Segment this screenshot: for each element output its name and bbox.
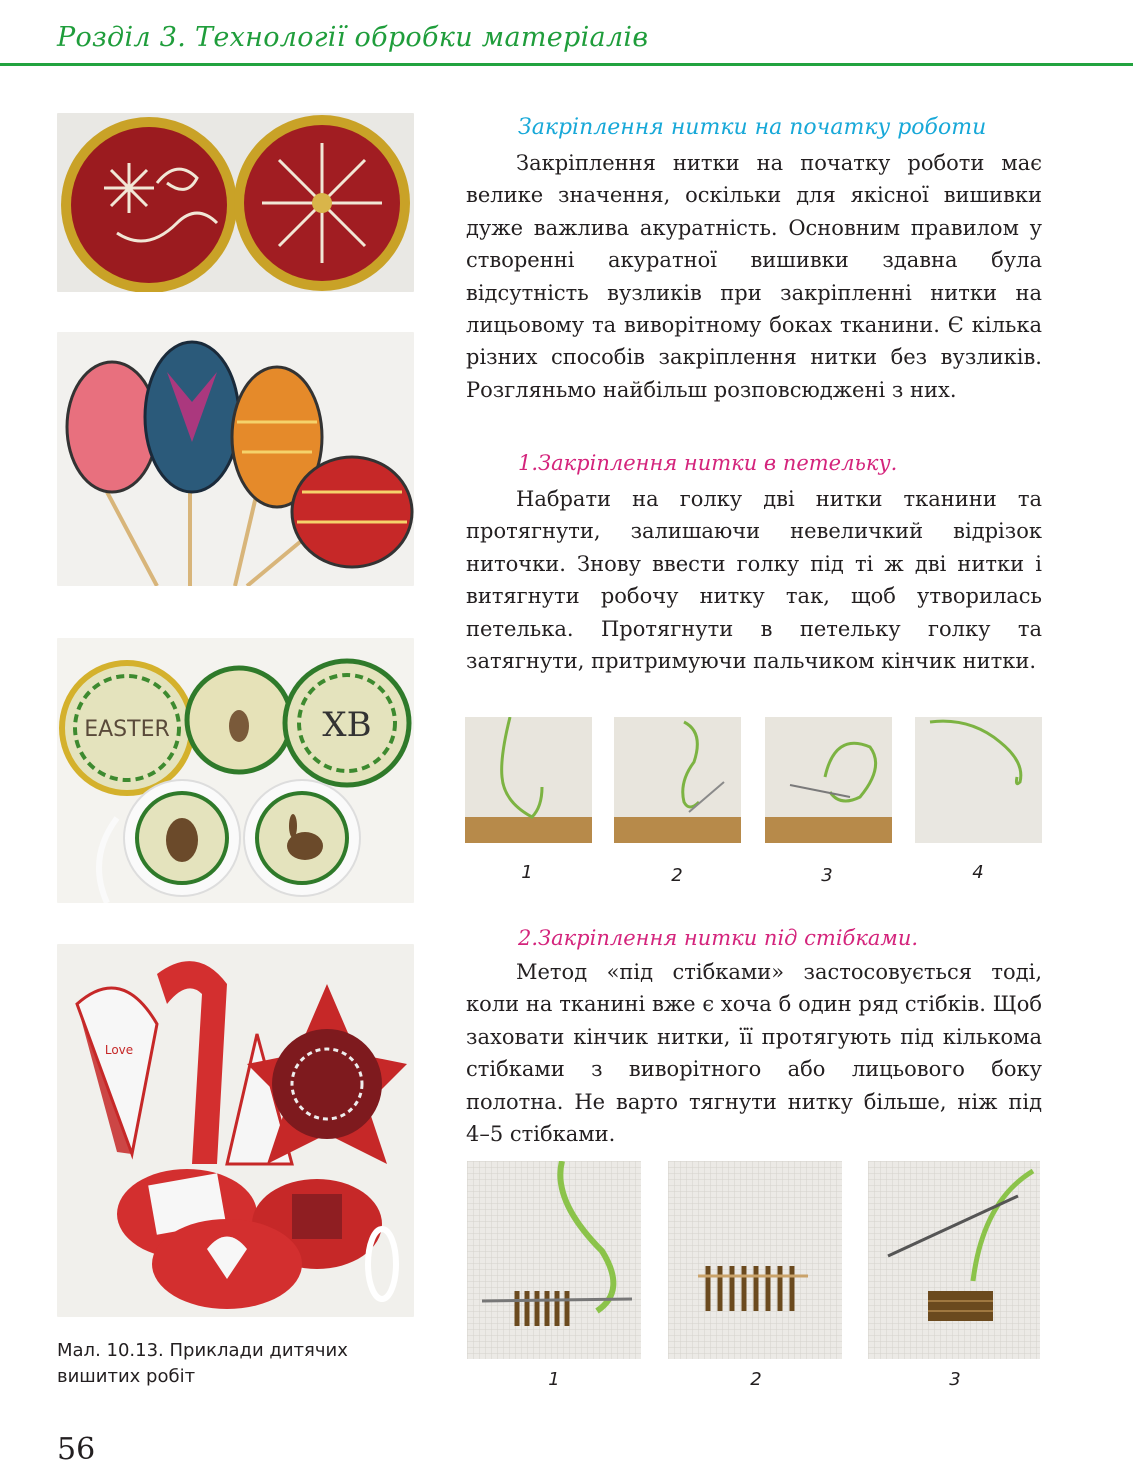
method1-step-3-illustration <box>765 717 892 843</box>
method1-step-2-illustration <box>614 717 741 843</box>
easter-medallions-illustration <box>57 638 414 903</box>
christmas-ornaments-illustration <box>57 113 414 292</box>
method2-step-photo-1 <box>467 1161 641 1359</box>
method2-step-1-illustration <box>467 1161 641 1359</box>
toy-love-text: Love <box>104 1043 134 1057</box>
method1-step-photo-1 <box>465 717 592 843</box>
method2-step-photo-2 <box>668 1161 842 1359</box>
photo-easter-medallions <box>57 638 414 903</box>
paragraph-method1: Набрати на голку дві нитки тканини та протягнути, залишаючи невеличкий відрізок ниточки. Знову ввести голку під ті ж дві нитки і витягнути робочу нитку так, щоб утворилась петелька. Протягнути в петельку голку та затягнути, притримуючи пальчиком кінчик нитки. <box>466 487 1042 674</box>
method2-step-photo-3 <box>868 1161 1040 1359</box>
method1-step-1-illustration <box>465 717 592 843</box>
method1-step-label-4: 4 <box>972 862 984 883</box>
method2-step-label-1: 1 <box>548 1369 560 1390</box>
method1-heading: 1.Закріплення нитки в петельку. <box>518 451 898 475</box>
method1-step-label-2: 2 <box>671 865 683 886</box>
photo-easter-eggs <box>57 332 414 586</box>
section-heading-main: Закріплення нитки на початку роботи <box>518 115 987 140</box>
photo-red-toys <box>57 944 414 1317</box>
ornament-xb-text: ХВ <box>322 705 372 745</box>
paragraph-method2: Метод «під стібками» застосовується тоді, коли на тканині вже є хоча б один ряд стібків. Щоб заховати кінчик нитки, її протягують під кількома стібками з виворітного або лицьового боку полотна. Не варто тягнути нитку більше, ніж під 4–5 стібками. <box>466 960 1042 1147</box>
method2-step-2-illustration <box>668 1161 842 1359</box>
method2-step-label-3: 3 <box>949 1369 961 1390</box>
method2-heading: 2.Закріплення нитки під стібками. <box>518 926 919 950</box>
header-divider <box>0 63 1133 66</box>
method2-step-3-illustration <box>868 1161 1040 1359</box>
easter-eggs-illustration <box>57 332 414 586</box>
method1-step-photo-3 <box>765 717 892 843</box>
method2-step-label-2: 2 <box>750 1369 762 1390</box>
figure-caption: Мал. 10.13. Приклади дитячих вишитих робіт <box>57 1340 348 1387</box>
method1-step-photo-4 <box>915 717 1042 843</box>
photo-christmas-ornaments <box>57 113 414 292</box>
method1-step-label-1: 1 <box>521 862 533 883</box>
method1-step-4-illustration <box>915 717 1042 843</box>
page-number: 56 <box>57 1432 96 1467</box>
ornament-easter-text: EASTER <box>84 717 170 742</box>
paragraph-intro: Закріплення нитки на початку роботи має велике значення, оскільки для якісної вишивки дуже важлива акуратність. Основним правилом у створенні акуратної вишивки здавна була відсутність вузликів при закріпленні нитки на лицьовому та виворітному боках тканини. Є кілька різних способів закріплення нитки без вузликів. Розгляньмо найбільш розповсюджені з них. <box>466 151 1042 402</box>
method1-step-label-3: 3 <box>821 865 833 886</box>
red-toys-illustration <box>57 944 414 1317</box>
method1-step-photo-2 <box>614 717 741 843</box>
chapter-title: Розділ 3. Технології обробки матеріалів <box>57 22 649 53</box>
